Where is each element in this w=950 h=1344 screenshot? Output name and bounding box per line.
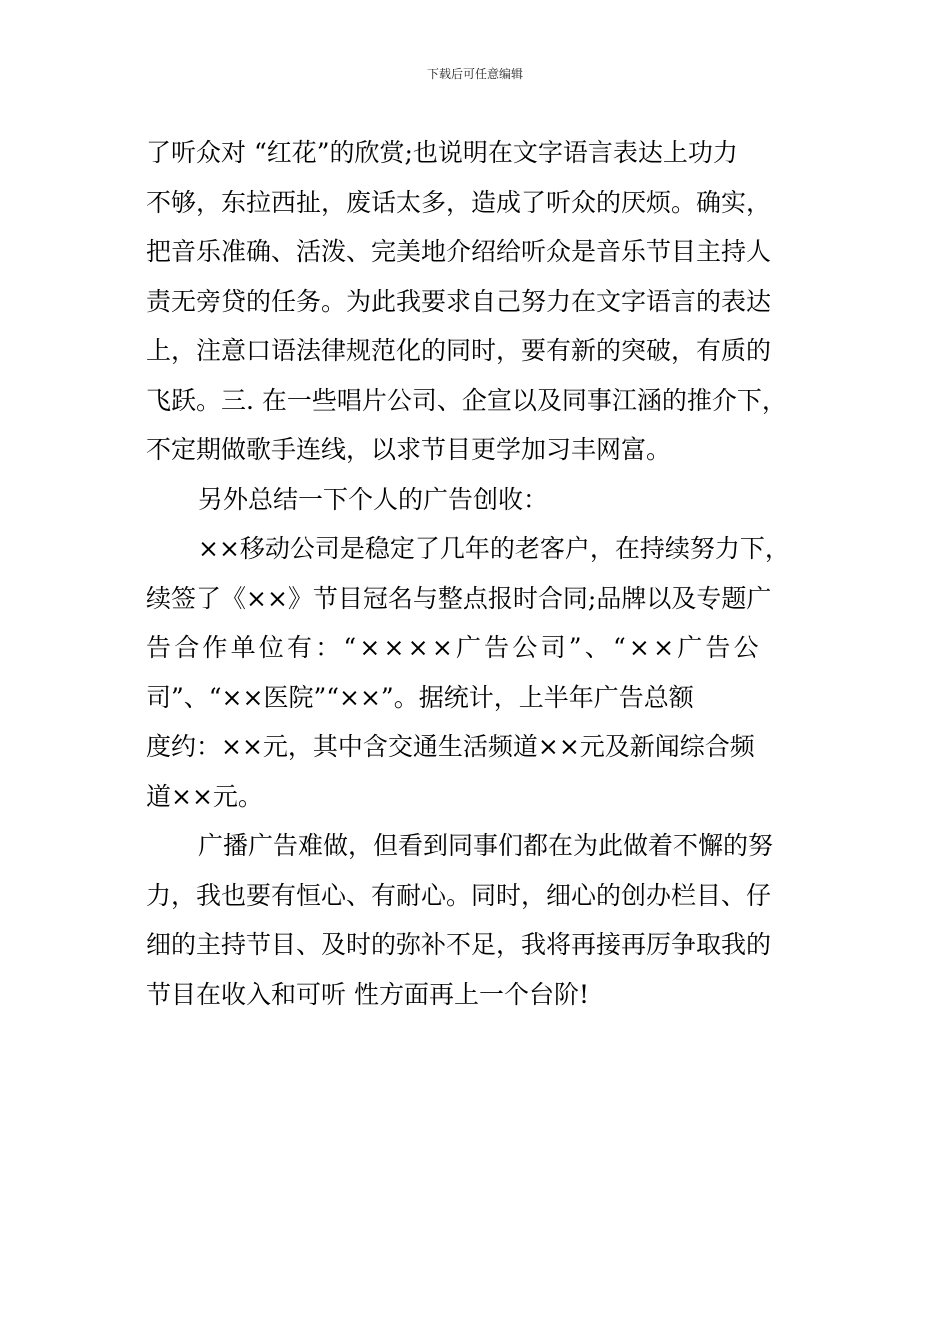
text-line: 不够，东拉西扯，废话太多，造成了听众的厌烦。确实， (146, 187, 772, 217)
document-body (146, 128, 811, 1019)
text-line: 广播广告难做，但看到同事们都在为此做着不懈的努 (198, 831, 774, 860)
text-line: 道××元。 (146, 781, 263, 811)
header-note: 下载后可任意编辑 (426, 67, 523, 81)
text-line: 节目在收入和可听 性方面再上一个台阶! (146, 979, 589, 1009)
text-line: 了听众对 “红花”的欣赏;也说明在文字语言表达上功力 (146, 138, 738, 167)
text-line: 细的主持节目、及时的弥补不足，我将再接再厉争取我的 (146, 930, 772, 959)
text-line: 上，注意口语法律规范化的同时，要有新的突破，有质的 (146, 336, 772, 365)
text-line: 另外总结一下个人的广告创收： (198, 484, 549, 514)
text-line: ××移动公司是稳定了几年的老客户，在持续努力下， (198, 534, 790, 563)
text-line: 告合作单位有：“××××广告公司”、“××广告公 (146, 633, 762, 662)
paragraph-1 (146, 128, 811, 475)
text-line: 司”、“××医院”“××”。据统计，上半年广告总额 (146, 682, 694, 712)
text-line: 力，我也要有恒心、有耐心。同时，细心的创办栏目、仔 (146, 880, 772, 910)
text-line: 责无旁贷的任务。为此我要求自己努力在文字语言的表达 (146, 286, 772, 316)
text-line: 飞跃。三. 在一些唱片公司、企宣以及同事江涵的推介下， (146, 385, 787, 415)
text-line: 续签了《××》节目冠名与整点报时合同;品牌以及专题广 (146, 583, 772, 613)
text-line: 把音乐准确、活泼、完美地介绍给听众是音乐节目主持人 (146, 237, 772, 266)
text-line: 不定期做歌手连线，以求节目更学加习丰网富。 (146, 435, 672, 464)
paragraph-4 (146, 821, 811, 1019)
paragraph-3 (146, 524, 811, 821)
paragraph-2 (146, 475, 811, 525)
text-line: 度约：××元，其中含交通生活频道××元及新闻综合频 (146, 732, 755, 761)
